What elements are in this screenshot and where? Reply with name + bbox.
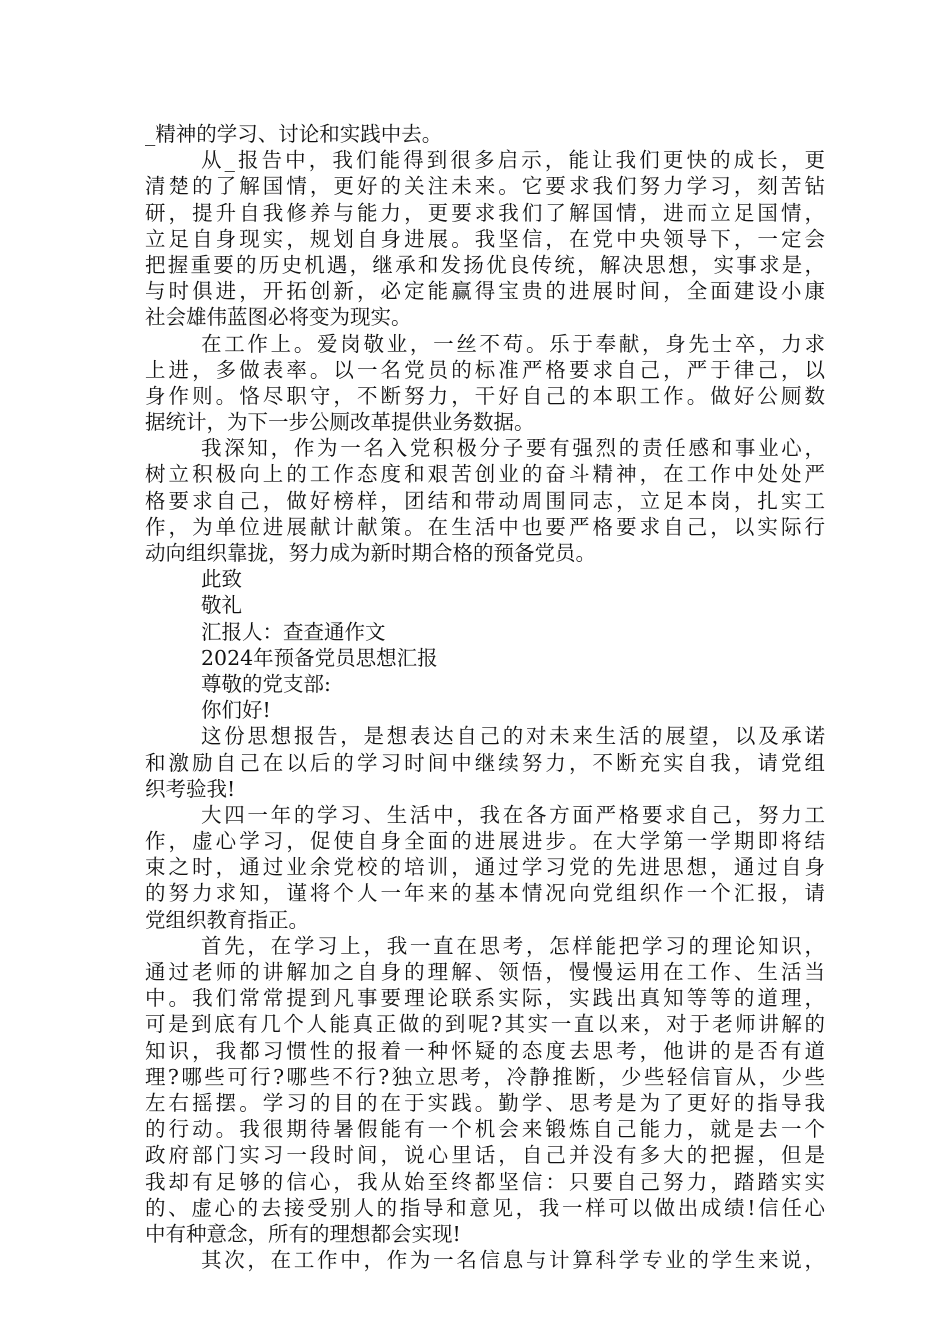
text-line: 立足自身现实，规划自身进展。我坚信，在党中央领导下，一定会: [145, 226, 825, 251]
text-line: 动向组织靠拢，努力成为新时期合格的预备党员。: [145, 541, 596, 565]
document-body: [145, 121, 825, 1273]
text-line: 研，提升自我修养与能力，更要求我们了解国情，进而立足国情，: [145, 200, 825, 225]
text-line: 中。我们常常提到凡事要理论联系实际，实践出真知等等的道理，: [145, 986, 825, 1011]
text-line: 作，虚心学习，促使自身全面的进展进步。在大学第一学期即将结: [145, 829, 825, 854]
text-line: 我深知，作为一名入党积极分子要有强烈的责任感和事业心，: [201, 436, 825, 461]
text-line: 身作则。恪尽职守，不断努力，干好自己的本职工作。做好公厕数: [145, 383, 825, 408]
text-line: 格要求自己，做好榜样，团结和带动周围同志，立足本岗，扎实工: [145, 488, 825, 513]
text-line: 2024年预备党员思想汇报: [201, 645, 438, 670]
text-line: 与时俱进，开拓创新，必定能赢得宝贵的进展时间，全面建设小康: [145, 279, 825, 304]
text-line: 上进，多做表率。以一名党员的标准严格要求自己，严于律己，以: [145, 357, 825, 382]
text-line: 我却有足够的信心，我从始至终都坚信：只要自己努力，踏踏实实: [145, 1169, 825, 1194]
text-line: 束之时，通过业余党校的培训，通过学习党的先进思想，通过自身: [145, 855, 825, 880]
text-line: 在工作上。爱岗敬业，一丝不苟。乐于奉献，身先士卒，力求: [201, 331, 825, 356]
text-line: 汇报人：查查通作文: [201, 619, 386, 644]
text-line: 你们好!: [201, 698, 271, 723]
text-line: 社会雄伟蓝图必将变为现实。: [145, 305, 412, 330]
text-line: 清楚的了解国情，更好的关注未来。它要求我们努力学习，刻苦钻: [145, 174, 825, 199]
text-line: 大四一年的学习、生活中，我在各方面严格要求自己，努力工: [201, 802, 825, 827]
text-line: 知识，我都习惯性的报着一种怀疑的态度去思考，他讲的是否有道: [145, 1038, 825, 1063]
text-line: 此致: [201, 567, 242, 592]
text-line: 据统计，为下一步公厕改革提供业务数据。: [145, 410, 535, 435]
text-line: 作，为单位进展献计献策。在生活中也要严格要求自己，以实际行: [145, 514, 825, 539]
text-line: 把握重要的历史机遇，继承和发扬优良传统，解决思想，实事求是，: [145, 252, 825, 277]
text-line: 理?哪些可行?哪些不行?独立思考，冷静推断，少些轻信盲从，少些: [145, 1064, 825, 1089]
text-line: _精神的学习、讨论和实践中去。: [145, 122, 443, 146]
text-line: 和激励自己在以后的学习时间中继续努力，不断充实自我，请党组: [145, 750, 825, 775]
text-line: 中有种意念，所有的理想都会实现!: [145, 1221, 461, 1246]
text-line: 从_报告中，我们能得到很多启示，能让我们更快的成长，更: [201, 148, 825, 173]
text-line: 左右摇摆。学习的目的在于实践。勤学、思考是为了更好的指导我: [145, 1090, 825, 1115]
text-line: 的努力求知，谨将个人一年来的基本情况向党组织作一个汇报，请: [145, 881, 825, 906]
text-line: 这份思想报告，是想表达自己的对未来生活的展望，以及承诺: [201, 724, 825, 749]
text-line: 的、虚心的去接受别人的指导和意见，我一样可以做出成绩!信任心: [145, 1195, 825, 1220]
text-line: 敬礼: [201, 593, 242, 618]
text-line: 织考验我!: [145, 776, 236, 801]
text-line: 尊敬的党支部:: [201, 671, 331, 696]
text-line: 政府部门实习一段时间，说心里话，自己并没有多大的把握，但是: [145, 1143, 825, 1168]
text-line: 其次，在工作中，作为一名信息与计算科学专业的学生来说，: [201, 1248, 825, 1273]
text-line: 首先，在学习上，我一直在思考，怎样能把学习的理论知识，: [201, 933, 825, 958]
text-line: 可是到底有几个人能真正做的到呢?其实一直以来，对于老师讲解的: [145, 1012, 825, 1037]
text-line: 树立积极向上的工作态度和艰苦创业的奋斗精神，在工作中处处严: [145, 462, 825, 487]
text-line: 的行动。我很期待暑假能有一个机会来锻炼自己能力，就是去一个: [145, 1117, 825, 1142]
text-line: 通过老师的讲解加之自身的理解、领悟，慢慢运用在工作、生活当: [145, 960, 825, 984]
text-line: 党组织教育指正。: [145, 907, 309, 932]
